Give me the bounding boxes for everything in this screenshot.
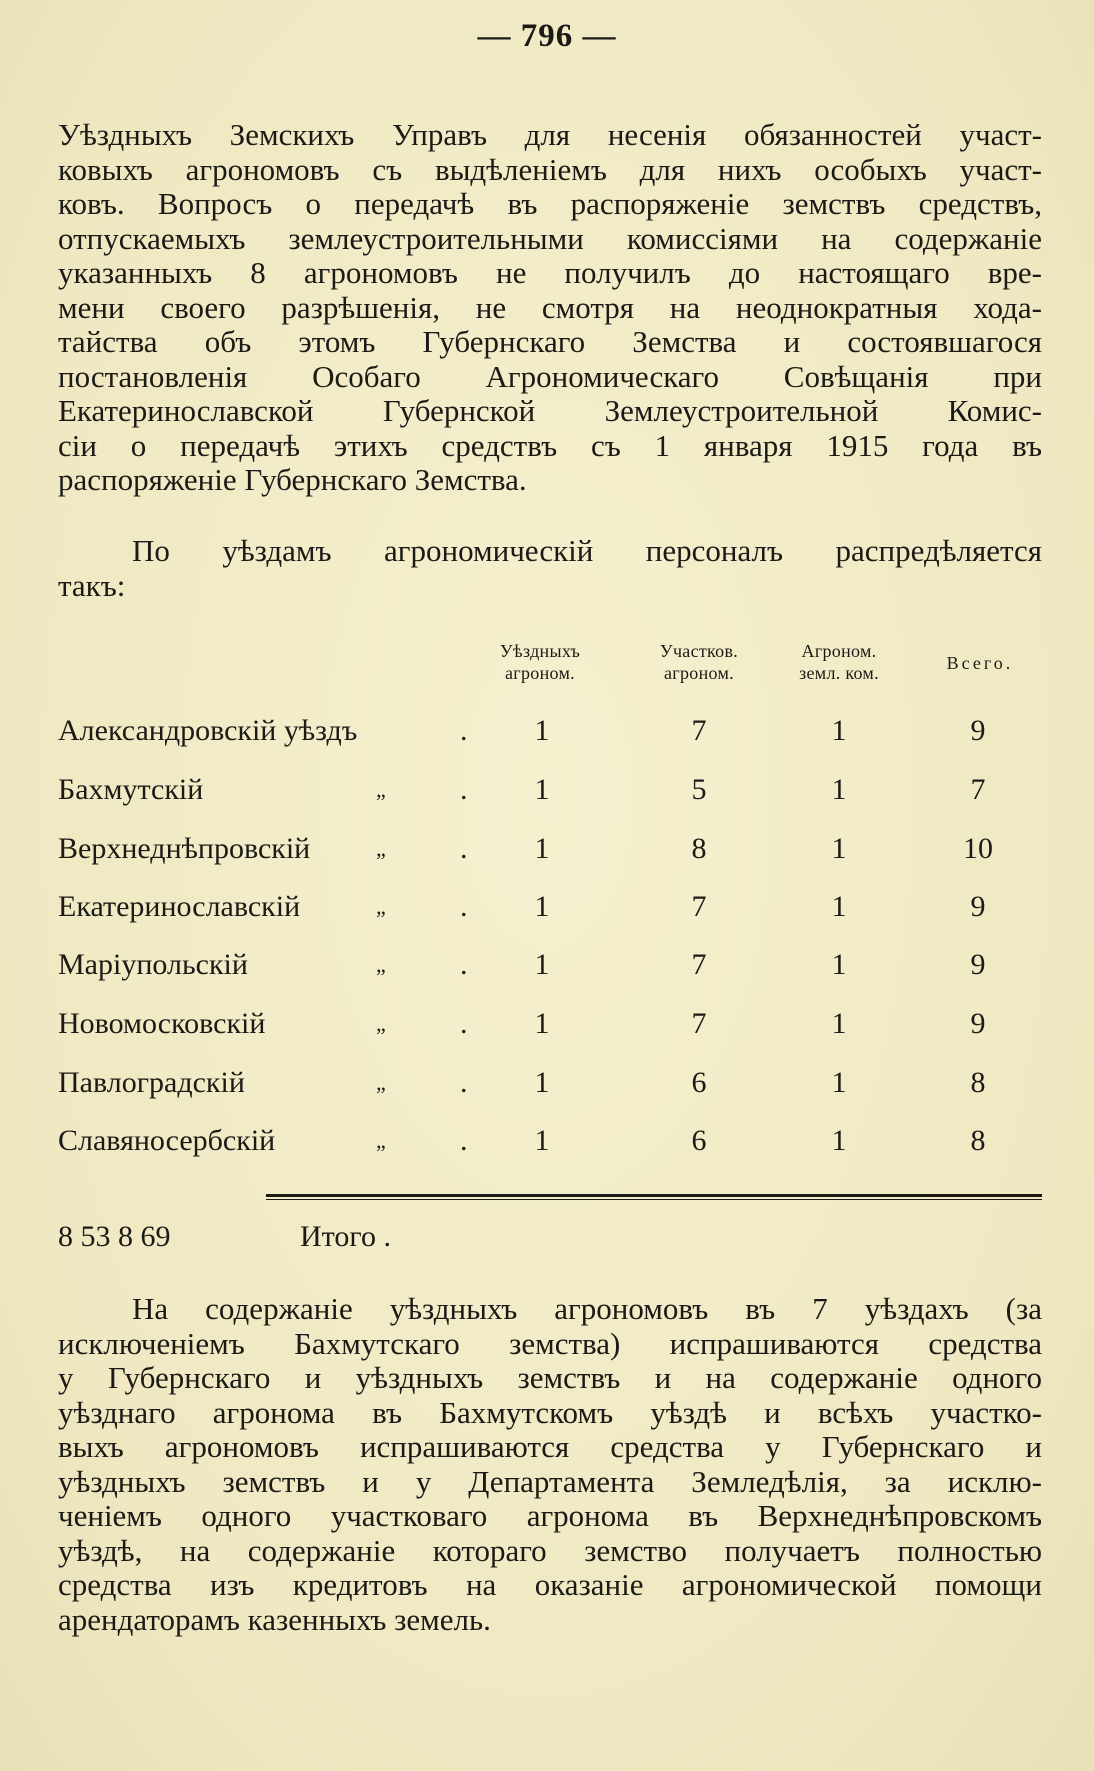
total-zeml: 8: [118, 1220, 133, 1253]
total-label: Итого .: [300, 1220, 391, 1253]
district-name: Новомосковскій: [58, 1007, 266, 1040]
cell-zeml: 1: [831, 773, 847, 806]
text-line: средства изъ кредитовъ на оказаніе агрономической помощи: [58, 1568, 1042, 1602]
cell-total: 8: [970, 1124, 986, 1157]
agronomist-table: [58, 628, 1042, 1268]
cell-zeml: 1: [831, 1007, 847, 1040]
leader-dot: .: [460, 1124, 468, 1157]
cell-zeml: 1: [831, 1066, 847, 1099]
text-line: постановленія Особаго Агрономическаго Совѣщанія при: [58, 359, 1042, 394]
district-name: Славяносербскій: [58, 1124, 276, 1157]
paragraph-2: [58, 534, 1042, 603]
ditto-mark: „: [376, 836, 386, 861]
text-line: тайства объ этомъ Губернскаго Земства и состоявшагося: [58, 325, 1042, 359]
leader-dot: .: [460, 890, 468, 923]
cell-zeml: 1: [831, 1124, 847, 1157]
cell-uezd: 1: [534, 832, 550, 865]
total-rule-top: [266, 1194, 1042, 1197]
total-rule-bottom: [266, 1199, 1042, 1200]
paragraph-3: [58, 1292, 1042, 1637]
cell-uezd: 1: [534, 1007, 550, 1040]
text-line: На содержаніе уѣздныхъ агрономовъ въ 7 уѣздахъ (за: [132, 1292, 1042, 1326]
text-line: По уѣздамъ агрономическій персоналъ распредѣляется: [132, 534, 1042, 568]
ditto-mark: „: [376, 952, 386, 977]
cell-zeml: 1: [831, 890, 847, 923]
table-row: [58, 1066, 1042, 1106]
table-row: [58, 890, 1042, 930]
header-line: Всего.: [946, 653, 1014, 673]
column-header-uchastk: [624, 640, 774, 684]
text-line: указанныхъ 8 агрономовъ не получилъ до настоящаго вре-: [58, 256, 1042, 290]
cell-uchastk: 7: [691, 948, 707, 981]
leader-dot: .: [460, 1007, 468, 1040]
text-line: выхъ агрономовъ испрашиваются средства у Губернскаго и: [58, 1430, 1042, 1464]
ditto-mark: „: [376, 1128, 386, 1153]
district-name: Александровскій уѣздъ: [58, 714, 358, 747]
district-name: Маріупольскій: [58, 948, 248, 981]
total-uchastk: 53: [80, 1220, 111, 1253]
table-row: [58, 1124, 1042, 1164]
table-row: [58, 773, 1042, 813]
cell-uchastk: 6: [691, 1124, 707, 1157]
ditto-mark: „: [376, 894, 386, 919]
text-line: уѣздѣ, на содержаніе котораго земство получаетъ полностью: [58, 1533, 1042, 1568]
cell-uezd: 1: [534, 773, 550, 806]
text-line: ковыхъ агрономовъ съ выдѣленіемъ для нихъ особыхъ участ-: [58, 152, 1042, 187]
header-line: агроном.: [664, 663, 734, 683]
text-line: такъ:: [58, 568, 126, 603]
cell-zeml: 1: [831, 714, 847, 747]
table-row: [58, 714, 1042, 754]
table-row: [58, 832, 1042, 872]
text-line: сіи о передачѣ этихъ средствъ съ 1 января 1915 года въ: [58, 428, 1042, 463]
district-name: Бахмутскій: [58, 773, 204, 806]
leader-dot: .: [460, 1066, 468, 1099]
cell-uezd: 1: [534, 1124, 550, 1157]
cell-zeml: 1: [831, 832, 847, 865]
cell-uchastk: 8: [691, 832, 707, 865]
total-row: [58, 1220, 1042, 1260]
text-line: Екатеринославской Губернской Землеустроительной Комис-: [58, 394, 1042, 428]
paragraph-1: [58, 118, 1042, 498]
column-header-zeml: [774, 640, 904, 684]
cell-uchastk: 7: [691, 1007, 707, 1040]
header-line: Агроном.: [801, 641, 877, 661]
leader-dot: .: [460, 773, 468, 806]
cell-uezd: 1: [534, 948, 550, 981]
cell-total: 9: [970, 890, 986, 923]
cell-uezd: 1: [534, 890, 550, 923]
total-all: 69: [140, 1220, 171, 1253]
district-name: Верхнеднѣпровскій: [58, 832, 311, 865]
cell-uezd: 1: [534, 714, 550, 747]
table-row: [58, 948, 1042, 988]
cell-uchastk: 6: [691, 1066, 707, 1099]
district-name: Павлоградскій: [58, 1066, 245, 1099]
column-header-uezd: [470, 640, 610, 684]
cell-total: 7: [970, 773, 986, 806]
text-line: отпускаемыхъ землеустроительными комиссіями на содержаніе: [58, 221, 1042, 256]
text-line: ченіемъ одного участковаго агронома въ Верхнеднѣпровскомъ: [58, 1499, 1042, 1533]
text-line: Уѣздныхъ Земскихъ Управъ для несенія обязанностей участ-: [58, 118, 1042, 152]
cell-total: 8: [970, 1066, 986, 1099]
cell-total: 9: [970, 948, 986, 981]
leader-dot: .: [460, 832, 468, 865]
cell-uchastk: 7: [691, 714, 707, 747]
header-line: Уѣздныхъ: [499, 641, 581, 661]
cell-total: 9: [970, 1007, 986, 1040]
leader-dot: .: [460, 714, 468, 747]
text-line: распоряженіе Губернскаго Земства.: [58, 463, 527, 497]
cell-total: 10: [963, 832, 993, 865]
cell-zeml: 1: [831, 948, 847, 981]
table-row: [58, 1007, 1042, 1047]
header-line: Участков.: [659, 641, 739, 661]
header-line: агроном.: [505, 663, 575, 683]
header-line: земл. ком.: [799, 663, 879, 683]
ditto-mark: „: [376, 1011, 386, 1036]
ditto-mark: „: [376, 1070, 386, 1095]
text-line: ковъ. Вопросъ о передачѣ въ распоряженіе земствъ средствъ,: [58, 187, 1042, 221]
cell-total: 9: [970, 714, 986, 747]
cell-uezd: 1: [534, 1066, 550, 1099]
text-line: арендаторамъ казенныхъ земель.: [58, 1602, 491, 1637]
text-line: уѣзднаго агронома въ Бахмутскомъ уѣздѣ и всѣхъ участко-: [58, 1395, 1042, 1430]
total-uezd: 8: [58, 1220, 73, 1253]
page-number: — 796 —: [477, 18, 617, 54]
cell-uchastk: 7: [691, 890, 707, 923]
text-line: уѣздныхъ земствъ и у Департамента Земледѣлія, за исклю-: [58, 1464, 1042, 1499]
column-header-total: [920, 652, 1040, 674]
district-name: Екатеринославскій: [58, 890, 301, 923]
text-line: исключеніемъ Бахмутскаго земства) испрашиваются средства: [58, 1326, 1042, 1361]
ditto-mark: „: [376, 777, 386, 802]
text-line: мени своего разрѣшенія, не смотря на неоднократныя хода-: [58, 290, 1042, 325]
leader-dot: .: [460, 948, 468, 981]
cell-uchastk: 5: [691, 773, 707, 806]
text-line: у Губернскаго и уѣздныхъ земствъ и на содержаніе одного: [58, 1361, 1042, 1395]
